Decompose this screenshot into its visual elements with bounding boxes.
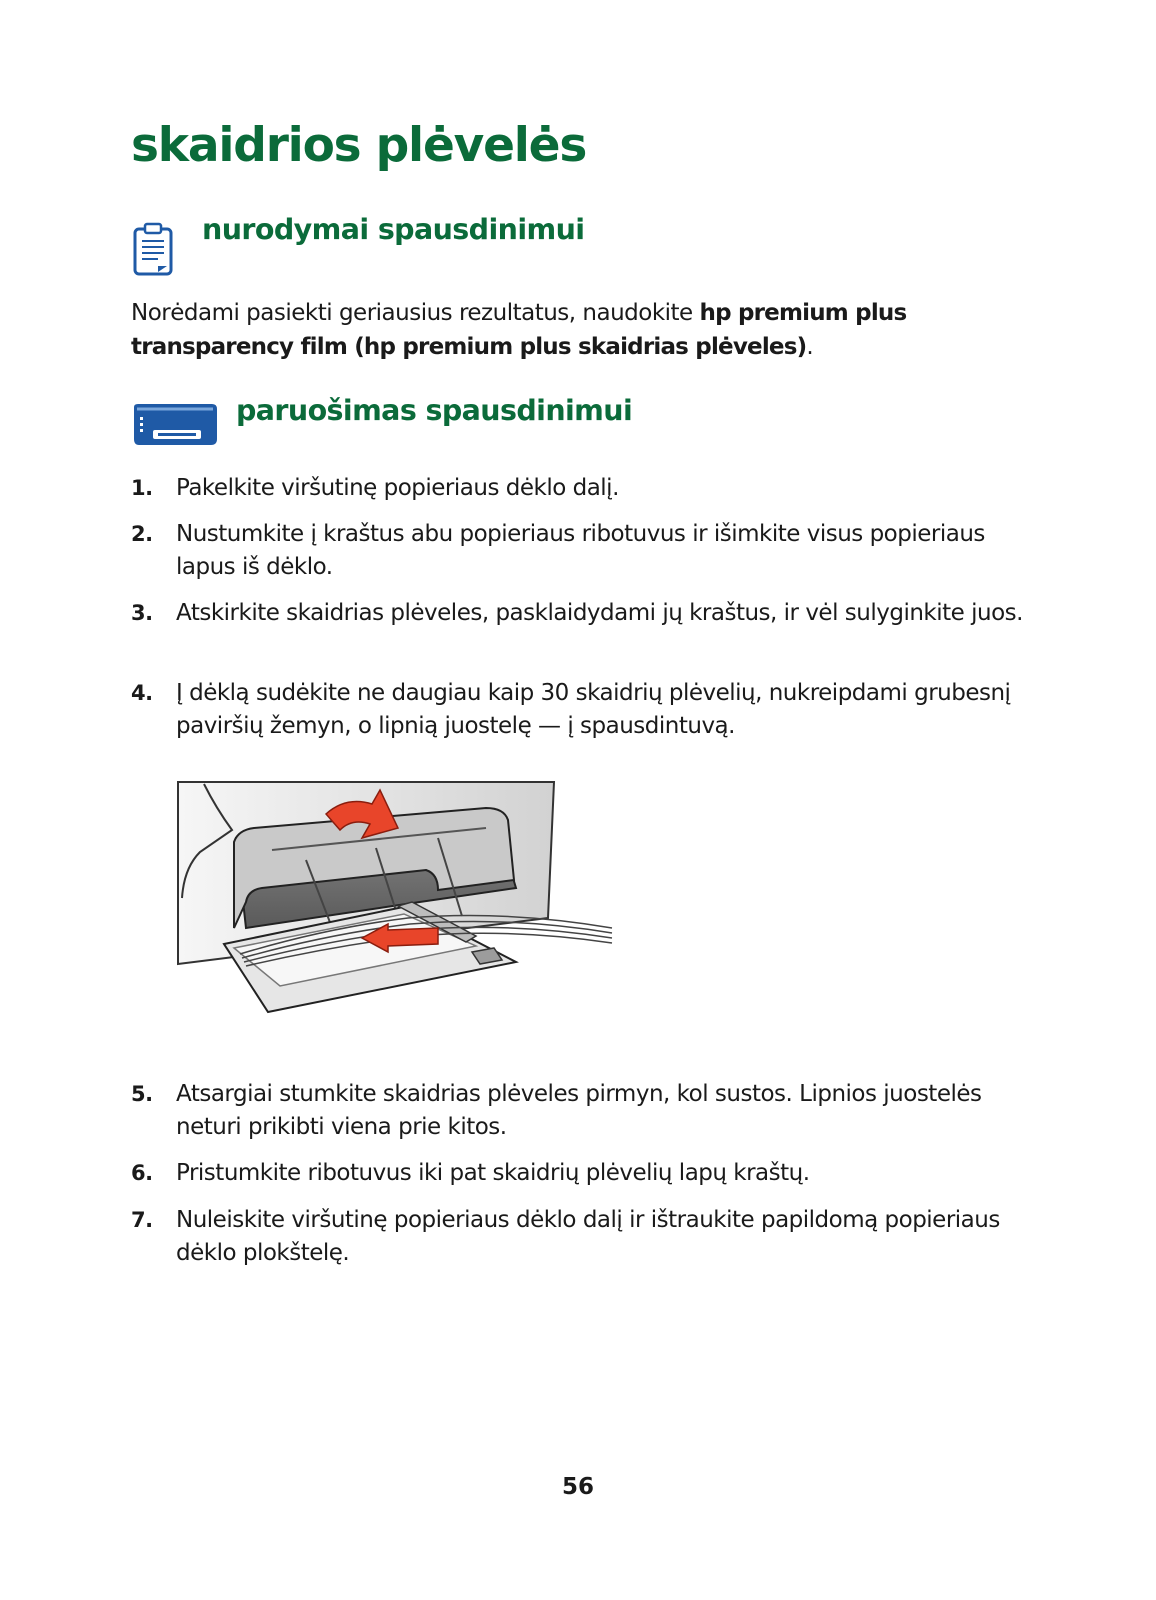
intro-paragraph [131, 296, 1031, 364]
printer-tray-illustration [176, 778, 616, 1023]
step-text: Pristumkite ribotuvus iki pat skaidrių plėvelių lapų kraštų. [176, 1160, 810, 1186]
printer-icon [131, 403, 219, 449]
intro-product-line1: hp premium plus [699, 300, 907, 326]
list-item [131, 597, 1031, 630]
page-title: skaidrios plėvelės [131, 118, 587, 173]
list-item [131, 677, 1031, 743]
intro-product-line2: transparency film (hp premium plus skaidrias plėveles) [131, 334, 807, 360]
step-number: 1. [131, 476, 153, 500]
step-number: 6. [131, 1161, 153, 1185]
step-number: 3. [131, 601, 153, 625]
intro-text: Norėdami pasiekti geriausius rezultatus, naudokite [131, 300, 700, 326]
list-item [131, 1204, 1031, 1270]
clipboard-notes-icon [131, 222, 175, 276]
step-text: Nustumkite į kraštus abu popieriaus ribotuvus ir išimkite visus popieriaus lapus iš dėklo. [176, 521, 985, 580]
list-item [131, 1078, 1031, 1144]
step-text: Atsargiai stumkite skaidrias plėveles pirmyn, kol sustos. Lipnios juostelės neturi prikibti viena prie kitos. [176, 1081, 982, 1140]
section-heading-print-prep: paruošimas spausdinimui [236, 394, 633, 427]
page-number: 56 [561, 1474, 594, 1500]
step-number: 5. [131, 1082, 153, 1106]
list-item [131, 472, 1031, 505]
step-text: Nuleiskite viršutinę popieriaus dėklo dalį ir ištraukite papildomą popieriaus dėklo plokštelę. [176, 1207, 1000, 1266]
step-number: 2. [131, 522, 153, 546]
intro-period: . [806, 334, 814, 360]
step-number: 7. [131, 1208, 153, 1232]
step-number: 4. [131, 681, 153, 705]
step-text: Į dėklą sudėkite ne daugiau kaip 30 skaidrių plėvelių, nukreipdami grubesnį paviršių žemyn, o lipnią juostelę — į spausdintuvą. [176, 680, 1011, 739]
list-item [131, 1157, 1031, 1190]
step-text: Pakelkite viršutinę popieriaus dėklo dalį. [176, 475, 619, 501]
section-heading-print-tips: nurodymai spausdinimui [202, 213, 585, 246]
step-text: Atskirkite skaidrias plėveles, pasklaidydami jų kraštus, ir vėl sulyginkite juos. [176, 600, 1023, 626]
list-item [131, 518, 1031, 584]
